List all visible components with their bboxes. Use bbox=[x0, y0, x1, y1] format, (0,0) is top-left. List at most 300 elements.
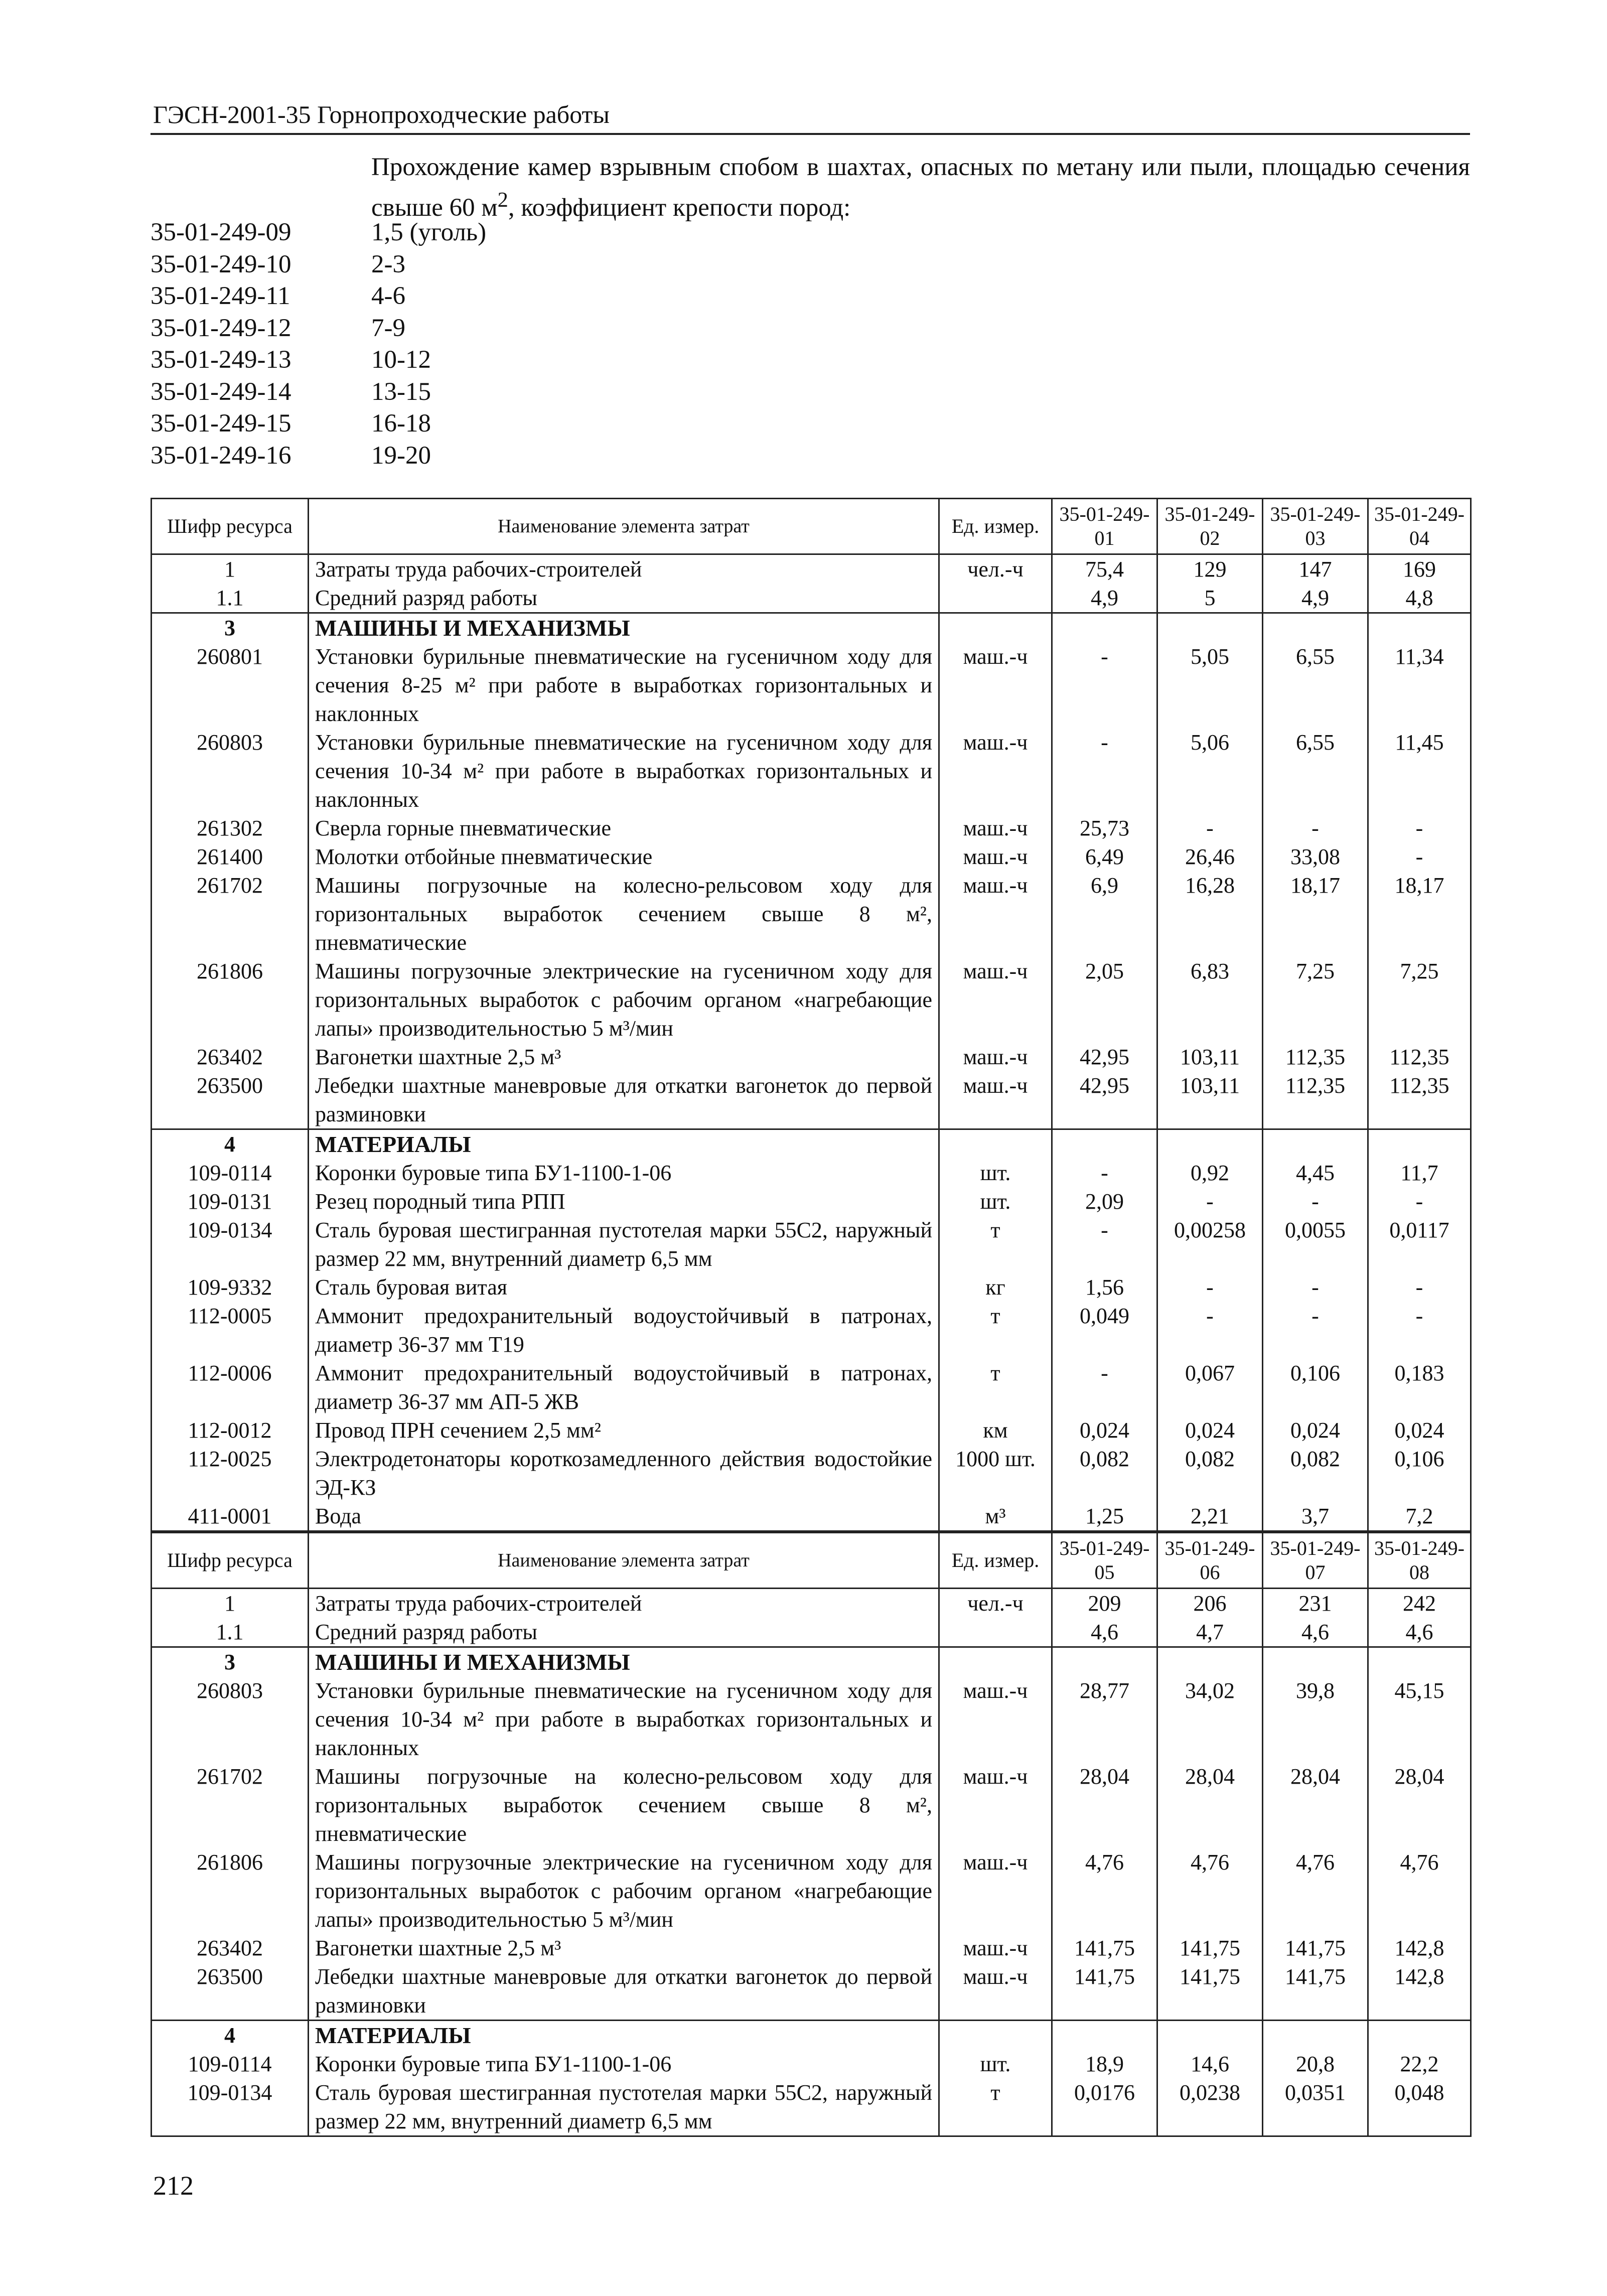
table-row bbox=[152, 554, 1471, 584]
resource-value: 169 bbox=[1368, 554, 1471, 584]
resource-code: 263402 bbox=[152, 1043, 309, 1071]
resource-code: 261806 bbox=[152, 1848, 309, 1934]
resource-value: 3,7 bbox=[1263, 1502, 1368, 1531]
variant-code: 35-01-249-10 bbox=[151, 250, 291, 278]
resource-value: 129 bbox=[1157, 554, 1263, 584]
variant-row bbox=[151, 217, 486, 249]
resource-value: 39,8 bbox=[1263, 1676, 1368, 1762]
table-row bbox=[152, 1589, 1471, 1618]
resource-value: 206 bbox=[1157, 1589, 1263, 1618]
resource-value: 2,09 bbox=[1052, 1187, 1157, 1216]
resource-value: 112,35 bbox=[1263, 1043, 1368, 1071]
resource-unit: маш.-ч bbox=[939, 1676, 1052, 1762]
resource-unit: м³ bbox=[939, 1502, 1052, 1531]
resource-value: 2,05 bbox=[1052, 957, 1157, 1043]
resource-value bbox=[1368, 613, 1471, 643]
resource-value: - bbox=[1052, 1216, 1157, 1273]
resource-value: 4,76 bbox=[1157, 1848, 1263, 1934]
resource-name: Затраты труда рабочих-строителей bbox=[309, 1589, 939, 1618]
resource-code: 260803 bbox=[152, 728, 309, 814]
resource-value: 0,0176 bbox=[1052, 2078, 1157, 2136]
resource-value: - bbox=[1263, 1273, 1368, 1302]
intro-text-end: , коэффициент крепости пород: bbox=[508, 194, 851, 222]
resource-value: 28,04 bbox=[1368, 1762, 1471, 1848]
resource-value: 75,4 bbox=[1052, 554, 1157, 584]
resource-unit: 1000 шт. bbox=[939, 1445, 1052, 1502]
table-row bbox=[152, 1187, 1471, 1216]
resource-value: 28,77 bbox=[1052, 1676, 1157, 1762]
resource-value: 11,45 bbox=[1368, 728, 1471, 814]
header-variant-code: 35-01-249-06 bbox=[1157, 1533, 1263, 1589]
resource-value: 28,04 bbox=[1157, 1762, 1263, 1848]
running-header: ГЭСН-2001-35 Горнопроходческие работы bbox=[153, 100, 610, 128]
resource-value: 4,45 bbox=[1263, 1159, 1368, 1187]
resource-value: 231 bbox=[1263, 1589, 1368, 1618]
table-row bbox=[152, 814, 1471, 842]
resource-name: МАШИНЫ И МЕХАНИЗМЫ bbox=[309, 1647, 939, 1677]
variant-value: 4-6 bbox=[371, 282, 405, 310]
table-row bbox=[152, 1216, 1471, 1273]
resource-code: 260801 bbox=[152, 642, 309, 728]
resource-code: 3 bbox=[152, 1647, 309, 1677]
resource-name: Электродетонаторы короткозамедленного действия водостойкие ЭД-КЗ bbox=[309, 1445, 939, 1502]
resource-table-1 bbox=[151, 498, 1472, 1532]
resource-name: Провод ПРН сечением 2,5 мм² bbox=[309, 1416, 939, 1445]
resource-value bbox=[1052, 613, 1157, 643]
resource-value: 1,25 bbox=[1052, 1502, 1157, 1531]
resource-value: 4,6 bbox=[1368, 1618, 1471, 1647]
resource-unit: маш.-ч bbox=[939, 842, 1052, 871]
table-1-body bbox=[152, 554, 1471, 1531]
resource-value: 0,024 bbox=[1052, 1416, 1157, 1445]
resource-value bbox=[1052, 1647, 1157, 1677]
resource-value bbox=[1052, 1129, 1157, 1159]
resource-value: 4,76 bbox=[1263, 1848, 1368, 1934]
variant-code: 35-01-249-16 bbox=[151, 441, 291, 470]
resource-value: 103,11 bbox=[1157, 1043, 1263, 1071]
resource-value: 4,9 bbox=[1263, 584, 1368, 613]
resource-name: Лебедки шахтные маневровые для откатки вагонеток до первой разминовки bbox=[309, 1962, 939, 2021]
resource-value: 0,00258 bbox=[1157, 1216, 1263, 1273]
resource-name: Сверла горные пневматические bbox=[309, 814, 939, 842]
variant-row bbox=[151, 440, 486, 472]
resource-unit bbox=[939, 1129, 1052, 1159]
resource-value: 112,35 bbox=[1263, 1071, 1368, 1129]
resource-name: Коронки буровые типа БУ1-1100-1-06 bbox=[309, 1159, 939, 1187]
resource-value: - bbox=[1157, 814, 1263, 842]
resource-value bbox=[1157, 1647, 1263, 1677]
variant-row bbox=[151, 344, 486, 376]
resource-value: - bbox=[1052, 1359, 1157, 1416]
variant-code: 35-01-249-09 bbox=[151, 218, 291, 246]
resource-value: 6,55 bbox=[1263, 642, 1368, 728]
section-row bbox=[152, 613, 1471, 643]
resource-unit: шт. bbox=[939, 1187, 1052, 1216]
resource-value bbox=[1263, 1129, 1368, 1159]
intro-sup: 2 bbox=[497, 188, 508, 212]
resource-unit: маш.-ч bbox=[939, 1934, 1052, 1962]
resource-value: 0,024 bbox=[1263, 1416, 1368, 1445]
resource-value: 112,35 bbox=[1368, 1043, 1471, 1071]
resource-value: 42,95 bbox=[1052, 1043, 1157, 1071]
resource-code: 263500 bbox=[152, 1962, 309, 2021]
header-rule bbox=[151, 133, 1470, 135]
resource-unit: т bbox=[939, 1302, 1052, 1359]
resource-unit bbox=[939, 1647, 1052, 1677]
table-row bbox=[152, 1848, 1471, 1934]
resource-value: 20,8 bbox=[1263, 2050, 1368, 2078]
resource-value: 42,95 bbox=[1052, 1071, 1157, 1129]
resource-value: - bbox=[1157, 1302, 1263, 1359]
resource-value: 0,0055 bbox=[1263, 1216, 1368, 1273]
resource-value: 4,6 bbox=[1052, 1618, 1157, 1647]
variant-value: 7-9 bbox=[371, 314, 405, 342]
resource-code: 261400 bbox=[152, 842, 309, 871]
resource-code: 261302 bbox=[152, 814, 309, 842]
resource-value: 6,55 bbox=[1263, 728, 1368, 814]
resource-value: 112,35 bbox=[1368, 1071, 1471, 1129]
table-row bbox=[152, 728, 1471, 814]
table-row bbox=[152, 957, 1471, 1043]
header-name: Наименование элемента затрат bbox=[309, 499, 939, 554]
resource-value: 0,183 bbox=[1368, 1359, 1471, 1416]
resource-value: 209 bbox=[1052, 1589, 1157, 1618]
variant-code: 35-01-249-14 bbox=[151, 377, 291, 406]
variant-code: 35-01-249-13 bbox=[151, 346, 291, 374]
table-row bbox=[152, 584, 1471, 613]
resource-unit bbox=[939, 584, 1052, 613]
resource-code: 109-9332 bbox=[152, 1273, 309, 1302]
resource-unit: шт. bbox=[939, 2050, 1052, 2078]
resource-table-2 bbox=[151, 1532, 1472, 2137]
resource-value: - bbox=[1052, 642, 1157, 728]
resource-code: 109-0134 bbox=[152, 1216, 309, 1273]
resource-unit: км bbox=[939, 1416, 1052, 1445]
resource-value: 0,106 bbox=[1368, 1445, 1471, 1502]
table-row bbox=[152, 1359, 1471, 1416]
table-row bbox=[152, 1416, 1471, 1445]
resource-value: 28,04 bbox=[1052, 1762, 1157, 1848]
resource-value: 141,75 bbox=[1052, 1962, 1157, 2021]
resource-code: 109-0131 bbox=[152, 1187, 309, 1216]
table-row bbox=[152, 1302, 1471, 1359]
resource-value: 26,46 bbox=[1157, 842, 1263, 871]
intro-paragraph bbox=[371, 151, 1470, 224]
resource-name: МАТЕРИАЛЫ bbox=[309, 1129, 939, 1159]
variant-row bbox=[151, 376, 486, 408]
resource-value: 14,6 bbox=[1157, 2050, 1263, 2078]
variant-value: 10-12 bbox=[371, 346, 431, 374]
resource-code: 112-0025 bbox=[152, 1445, 309, 1502]
table-row bbox=[152, 1676, 1471, 1762]
table-row bbox=[152, 2050, 1471, 2078]
variant-row bbox=[151, 313, 486, 345]
header-variant-code: 35-01-249-04 bbox=[1368, 499, 1471, 554]
resource-code: 112-0012 bbox=[152, 1416, 309, 1445]
resource-value: 0,0238 bbox=[1157, 2078, 1263, 2136]
resource-value: 7,25 bbox=[1263, 957, 1368, 1043]
resource-value: 242 bbox=[1368, 1589, 1471, 1618]
section-row bbox=[152, 1647, 1471, 1677]
resource-name: Машины погрузочные электрические на гусеничном ходу для горизонтальных выработок с рабочим органом «нагребающие лапы» производительностью 5 м³/мин bbox=[309, 957, 939, 1043]
resource-name: Коронки буровые типа БУ1-1100-1-06 bbox=[309, 2050, 939, 2078]
resource-value: 147 bbox=[1263, 554, 1368, 584]
resource-value bbox=[1263, 613, 1368, 643]
resource-unit: маш.-ч bbox=[939, 642, 1052, 728]
header-code: Шифр ресурса bbox=[152, 1533, 309, 1589]
section-row bbox=[152, 2021, 1471, 2050]
resource-code: 4 bbox=[152, 2021, 309, 2050]
resource-code: 411-0001 bbox=[152, 1502, 309, 1531]
variant-value: 2-3 bbox=[371, 250, 405, 278]
resource-unit: т bbox=[939, 1216, 1052, 1273]
header-variant-code: 35-01-249-05 bbox=[1052, 1533, 1157, 1589]
resource-value: 6,9 bbox=[1052, 871, 1157, 957]
resource-unit: маш.-ч bbox=[939, 1762, 1052, 1848]
table-header-row bbox=[152, 499, 1471, 554]
table-row bbox=[152, 1043, 1471, 1071]
resource-value: 142,8 bbox=[1368, 1934, 1471, 1962]
header-variant-code: 35-01-249-01 bbox=[1052, 499, 1157, 554]
variant-value: 13-15 bbox=[371, 377, 431, 406]
resource-code: 1.1 bbox=[152, 584, 309, 613]
header-variant-code: 35-01-249-03 bbox=[1263, 499, 1368, 554]
resource-name: Сталь буровая витая bbox=[309, 1273, 939, 1302]
resource-code: 261702 bbox=[152, 1762, 309, 1848]
resource-value: - bbox=[1157, 1273, 1263, 1302]
resource-value: 7,25 bbox=[1368, 957, 1471, 1043]
table-row bbox=[152, 1273, 1471, 1302]
resource-value: 22,2 bbox=[1368, 2050, 1471, 2078]
resource-code: 1 bbox=[152, 554, 309, 584]
resource-value: 6,49 bbox=[1052, 842, 1157, 871]
table-row bbox=[152, 1962, 1471, 2021]
resource-value: 141,75 bbox=[1052, 1934, 1157, 1962]
resource-value: 0,0351 bbox=[1263, 2078, 1368, 2136]
resource-name: Машины погрузочные электрические на гусеничном ходу для горизонтальных выработок с рабочим органом «нагребающие лапы» производительностью 5 м³/мин bbox=[309, 1848, 939, 1934]
header-variant-code: 35-01-249-02 bbox=[1157, 499, 1263, 554]
resource-name: Сталь буровая шестигранная пустотелая марки 55С2, наружный размер 22 мм, внутренний диаметр 6,5 мм bbox=[309, 1216, 939, 1273]
resource-value: 0,024 bbox=[1157, 1416, 1263, 1445]
header-variant-code: 35-01-249-08 bbox=[1368, 1533, 1471, 1589]
resource-value bbox=[1157, 613, 1263, 643]
resource-unit: шт. bbox=[939, 1159, 1052, 1187]
table-row bbox=[152, 2078, 1471, 2136]
resource-unit: маш.-ч bbox=[939, 957, 1052, 1043]
resource-name: Лебедки шахтные маневровые для откатки вагонеток до первой разминовки bbox=[309, 1071, 939, 1129]
resource-value: 45,15 bbox=[1368, 1676, 1471, 1762]
variant-code: 35-01-249-12 bbox=[151, 314, 291, 342]
resource-value: 18,17 bbox=[1263, 871, 1368, 957]
resource-value: 0,067 bbox=[1157, 1359, 1263, 1416]
table-2-body bbox=[152, 1589, 1471, 2136]
resource-value: 33,08 bbox=[1263, 842, 1368, 871]
section-row bbox=[152, 1129, 1471, 1159]
resource-value: 0,049 bbox=[1052, 1302, 1157, 1359]
intro-text: Прохождение камер взрывным спобом в шахтах, опасных по метану или пыли, площадью сечения свыше 60 м bbox=[371, 153, 1470, 222]
variant-row bbox=[151, 408, 486, 440]
variant-row bbox=[151, 280, 486, 313]
resource-code: 260803 bbox=[152, 1676, 309, 1762]
table-header-row bbox=[152, 1533, 1471, 1589]
resource-value: 5,06 bbox=[1157, 728, 1263, 814]
variant-list bbox=[151, 217, 486, 472]
header-name: Наименование элемента затрат bbox=[309, 1533, 939, 1589]
resource-value: 141,75 bbox=[1263, 1934, 1368, 1962]
resource-value: - bbox=[1263, 1187, 1368, 1216]
table-row bbox=[152, 1762, 1471, 1848]
resource-unit bbox=[939, 613, 1052, 643]
resource-unit: маш.-ч bbox=[939, 1043, 1052, 1071]
resource-value bbox=[1368, 1647, 1471, 1677]
resource-code: 4 bbox=[152, 1129, 309, 1159]
resource-code: 112-0005 bbox=[152, 1302, 309, 1359]
resource-value: - bbox=[1263, 1302, 1368, 1359]
variant-value: 1,5 (уголь) bbox=[371, 218, 487, 246]
resource-value: 16,28 bbox=[1157, 871, 1263, 957]
resource-unit: маш.-ч bbox=[939, 1071, 1052, 1129]
resource-name: Затраты труда рабочих-строителей bbox=[309, 554, 939, 584]
resource-value: - bbox=[1368, 1187, 1471, 1216]
resource-value: 18,17 bbox=[1368, 871, 1471, 957]
resource-value: 4,6 bbox=[1263, 1618, 1368, 1647]
resource-unit bbox=[939, 2021, 1052, 2050]
resource-value: 4,76 bbox=[1368, 1848, 1471, 1934]
resource-value: - bbox=[1368, 814, 1471, 842]
resource-name: Машины погрузочные на колесно-рельсовом ходу для горизонтальных выработок сечением свыше 8 м², пневматические bbox=[309, 1762, 939, 1848]
resource-value: 5,05 bbox=[1157, 642, 1263, 728]
table-row bbox=[152, 1071, 1471, 1129]
resource-value: 0,082 bbox=[1052, 1445, 1157, 1502]
variant-value: 19-20 bbox=[371, 441, 431, 470]
resource-unit: чел.-ч bbox=[939, 1589, 1052, 1618]
resource-unit: маш.-ч bbox=[939, 871, 1052, 957]
table-row bbox=[152, 871, 1471, 957]
resource-value: 0,082 bbox=[1263, 1445, 1368, 1502]
resource-name: Средний разряд работы bbox=[309, 584, 939, 613]
resource-value: 4,7 bbox=[1157, 1618, 1263, 1647]
resource-value bbox=[1157, 2021, 1263, 2050]
resource-value: 2,21 bbox=[1157, 1502, 1263, 1531]
resource-code: 3 bbox=[152, 613, 309, 643]
resource-value bbox=[1052, 2021, 1157, 2050]
resource-value: 11,34 bbox=[1368, 642, 1471, 728]
header-code: Шифр ресурса bbox=[152, 499, 309, 554]
resource-unit: т bbox=[939, 1359, 1052, 1416]
resource-value: - bbox=[1052, 728, 1157, 814]
table-2-header bbox=[152, 1533, 1471, 1589]
resource-value: 141,75 bbox=[1263, 1962, 1368, 2021]
resource-value: 0,0117 bbox=[1368, 1216, 1471, 1273]
resource-value: 4,76 bbox=[1052, 1848, 1157, 1934]
resource-value: 103,11 bbox=[1157, 1071, 1263, 1129]
resource-value: 141,75 bbox=[1157, 1934, 1263, 1962]
resource-value bbox=[1263, 2021, 1368, 2050]
table-row bbox=[152, 1618, 1471, 1647]
header-unit: Ед. измер. bbox=[939, 499, 1052, 554]
header-unit: Ед. измер. bbox=[939, 1533, 1052, 1589]
resource-code: 261702 bbox=[152, 871, 309, 957]
header-variant-code: 35-01-249-07 bbox=[1263, 1533, 1368, 1589]
resource-code: 263402 bbox=[152, 1934, 309, 1962]
resource-unit: маш.-ч bbox=[939, 1962, 1052, 2021]
resource-value bbox=[1368, 2021, 1471, 2050]
resource-unit bbox=[939, 1618, 1052, 1647]
resource-value bbox=[1368, 1129, 1471, 1159]
resource-unit: маш.-ч bbox=[939, 814, 1052, 842]
resource-name: Аммонит предохранительный водоустойчивый в патронах, диаметр 36-37 мм АП-5 ЖВ bbox=[309, 1359, 939, 1416]
resource-value: 0,106 bbox=[1263, 1359, 1368, 1416]
resource-value: 141,75 bbox=[1157, 1962, 1263, 2021]
resource-value: - bbox=[1368, 842, 1471, 871]
resource-name: МАТЕРИАЛЫ bbox=[309, 2021, 939, 2050]
resource-code: 109-0114 bbox=[152, 1159, 309, 1187]
resource-name: Установки бурильные пневматические на гусеничном ходу для сечения 10-34 м² при работе в выработках горизонтальных и наклонных bbox=[309, 728, 939, 814]
resource-name: Молотки отбойные пневматические bbox=[309, 842, 939, 871]
resource-value: 18,9 bbox=[1052, 2050, 1157, 2078]
variant-row bbox=[151, 249, 486, 281]
resource-name: Вода bbox=[309, 1502, 939, 1531]
table-row bbox=[152, 642, 1471, 728]
variant-code: 35-01-249-15 bbox=[151, 409, 291, 438]
resource-value: - bbox=[1157, 1187, 1263, 1216]
resource-unit: кг bbox=[939, 1273, 1052, 1302]
resource-value: 0,082 bbox=[1157, 1445, 1263, 1502]
resource-value: 11,7 bbox=[1368, 1159, 1471, 1187]
resource-code: 261806 bbox=[152, 957, 309, 1043]
resource-value: 0,048 bbox=[1368, 2078, 1471, 2136]
resource-value: 28,04 bbox=[1263, 1762, 1368, 1848]
resource-value: 34,02 bbox=[1157, 1676, 1263, 1762]
resource-value: 6,83 bbox=[1157, 957, 1263, 1043]
resource-name: МАШИНЫ И МЕХАНИЗМЫ bbox=[309, 613, 939, 643]
resource-code: 263500 bbox=[152, 1071, 309, 1129]
resource-unit: маш.-ч bbox=[939, 1848, 1052, 1934]
resource-value: 4,9 bbox=[1052, 584, 1157, 613]
resource-value: 7,2 bbox=[1368, 1502, 1471, 1531]
page-number: 212 bbox=[153, 2171, 194, 2201]
resource-value bbox=[1157, 1129, 1263, 1159]
resource-name: Вагонетки шахтные 2,5 м³ bbox=[309, 1043, 939, 1071]
table-row bbox=[152, 1934, 1471, 1962]
resource-value: - bbox=[1263, 814, 1368, 842]
resource-value: 25,73 bbox=[1052, 814, 1157, 842]
table-row bbox=[152, 1445, 1471, 1502]
resource-name: Средний разряд работы bbox=[309, 1618, 939, 1647]
resource-name: Установки бурильные пневматические на гусеничном ходу для сечения 8-25 м² при работе в выработках горизонтальных и наклонных bbox=[309, 642, 939, 728]
resource-unit: т bbox=[939, 2078, 1052, 2136]
resource-value: - bbox=[1368, 1273, 1471, 1302]
resource-value: 1,56 bbox=[1052, 1273, 1157, 1302]
resource-code: 109-0134 bbox=[152, 2078, 309, 2136]
variant-value: 16-18 bbox=[371, 409, 431, 438]
resource-value bbox=[1263, 1647, 1368, 1677]
resource-value: - bbox=[1368, 1302, 1471, 1359]
resource-name: Вагонетки шахтные 2,5 м³ bbox=[309, 1934, 939, 1962]
table-row bbox=[152, 1502, 1471, 1531]
resource-value: 142,8 bbox=[1368, 1962, 1471, 2021]
table-1-header bbox=[152, 499, 1471, 554]
resource-value: 5 bbox=[1157, 584, 1263, 613]
resource-name: Резец породный типа РПП bbox=[309, 1187, 939, 1216]
resource-name: Установки бурильные пневматические на гусеничном ходу для сечения 10-34 м² при работе в выработках горизонтальных и наклонных bbox=[309, 1676, 939, 1762]
resource-value: - bbox=[1052, 1159, 1157, 1187]
resource-value: 4,8 bbox=[1368, 584, 1471, 613]
variant-code: 35-01-249-11 bbox=[151, 282, 290, 310]
resource-unit: чел.-ч bbox=[939, 554, 1052, 584]
resource-unit: маш.-ч bbox=[939, 728, 1052, 814]
resource-value: 0,024 bbox=[1368, 1416, 1471, 1445]
